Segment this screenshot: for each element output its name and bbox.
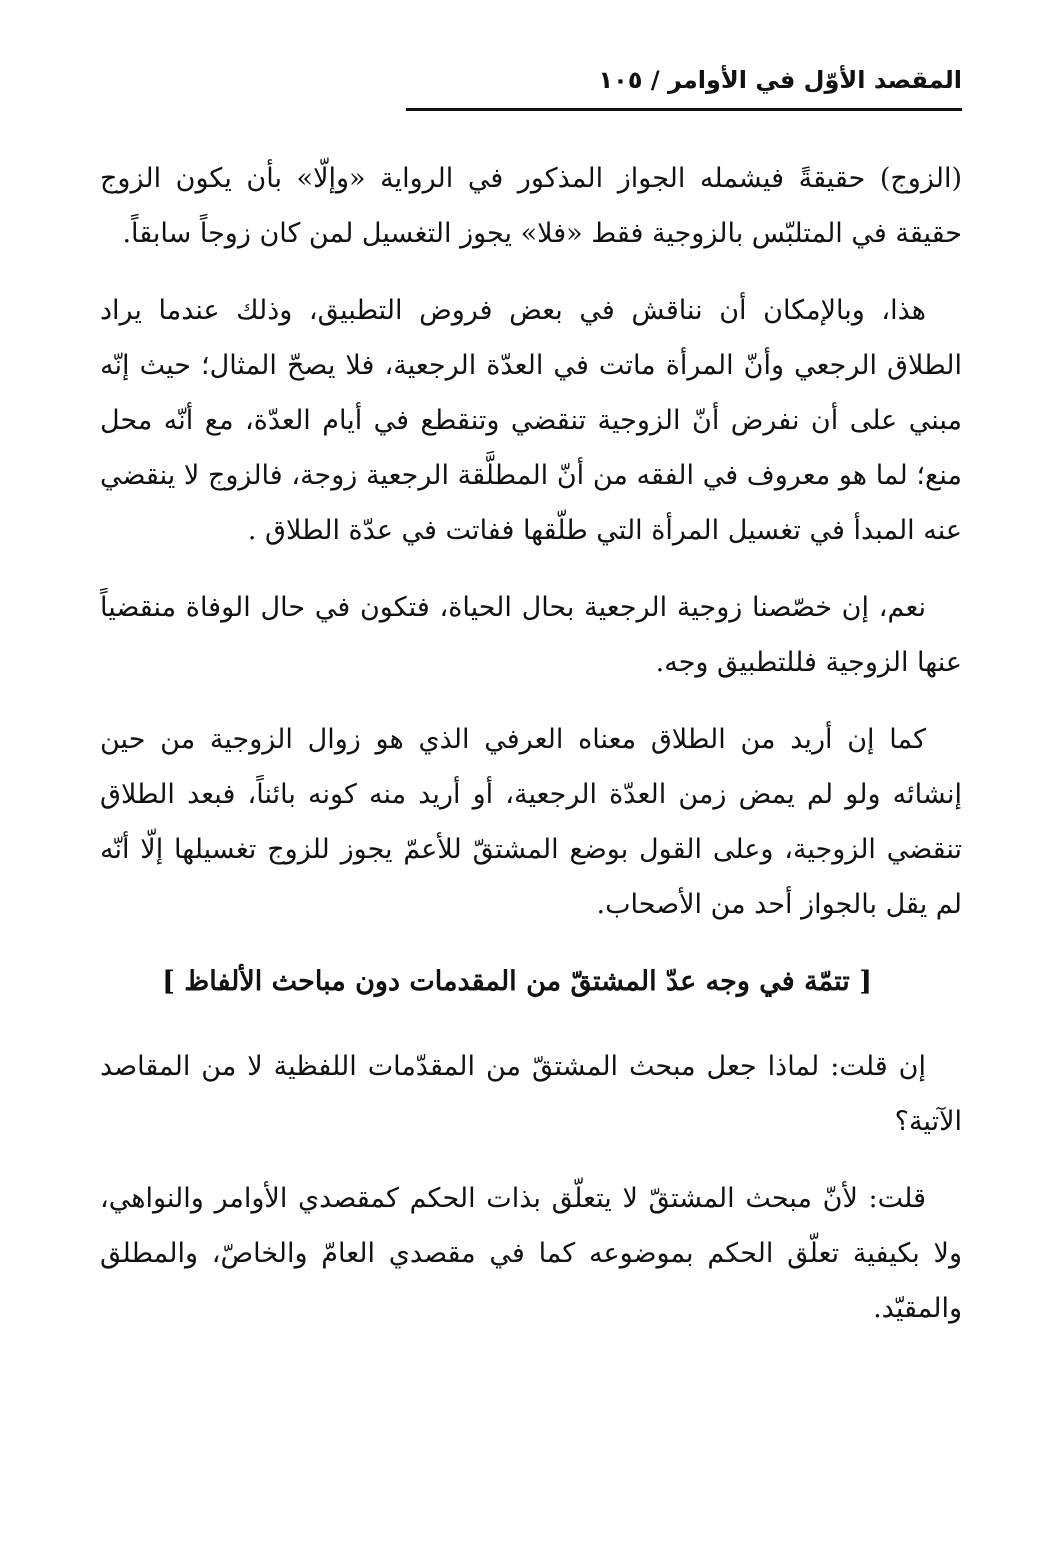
paragraph-exception: نعم، إن خصّصنا زوجية الرجعية بحال الحياة، فتكون في حال الوفاة منقضياً عنها الزوجية فللتطبيق وجه. — [100, 592, 962, 678]
section-heading: [ تتمّة في وجه عدّ المشتقّ من المقدمات دون مباحث الألفاظ ] — [162, 966, 872, 997]
paragraph-continuation: (الزوج) حقيقةً فيشمله الجواز المذكور في الرواية «وإلّا» بأن يكون الزوج حقيقة في المتلبّس بالزوجية فقط «فلا» يجوز التغسيل لمن كان زوجاً سابقاً. — [100, 163, 962, 249]
paragraph-question: إن قلت: لماذا جعل مبحث المشتقّ من المقدّمات اللفظية لا من المقاصد الآتية؟ — [100, 1051, 962, 1137]
header-rule — [406, 108, 962, 111]
running-header: المقصد الأوّل في الأوامر / ١٠٥ — [598, 66, 962, 94]
paragraph-discussion: هذا، وبالإمكان أن نناقش في بعض فروض التطبيق، وذلك عندما يراد الطلاق الرجعي وأنّ المرأة ماتت في العدّة الرجعية، فلا يصحّ المثال؛ حيث إنّه مبني على أن نفرض أنّ الزوجية تنقضي وتنقطع في أيام العدّة، مع أنّه محل منع؛ لما هو معروف في الفقه من أنّ المطلَّقة الرجعية زوجة، فالزوج لا ينقضي عنه المبدأ في تغسيل المرأة التي طلّقها ففاتت في عدّة الطلاق . — [100, 295, 962, 546]
body-text — [100, 151, 962, 1336]
book-page — [100, 56, 962, 1358]
paragraph-answer: قلت: لأنّ مبحث المشتقّ لا يتعلّق بذات الحكم كمقصدي الأوامر والنواهي، ولا بكيفية تعلّق الحكم بموضوعه كما في مقصدي العامّ والخاصّ، والمطلق والمقيّد. — [100, 1183, 962, 1324]
paragraph-divorce-meaning: كما إن أريد من الطلاق معناه العرفي الذي هو زوال الزوجية من حين إنشائه ولو لم يمض زمن العدّة الرجعية، أو أريد منه كونه بائناً، فبعد الطلاق تنقضي الزوجية، وعلى القول بوضع المشتقّ للأعمّ يجوز للزوج تغسيلها إلّا أنّه لم يقل بالجواز أحد من الأصحاب. — [100, 724, 962, 920]
